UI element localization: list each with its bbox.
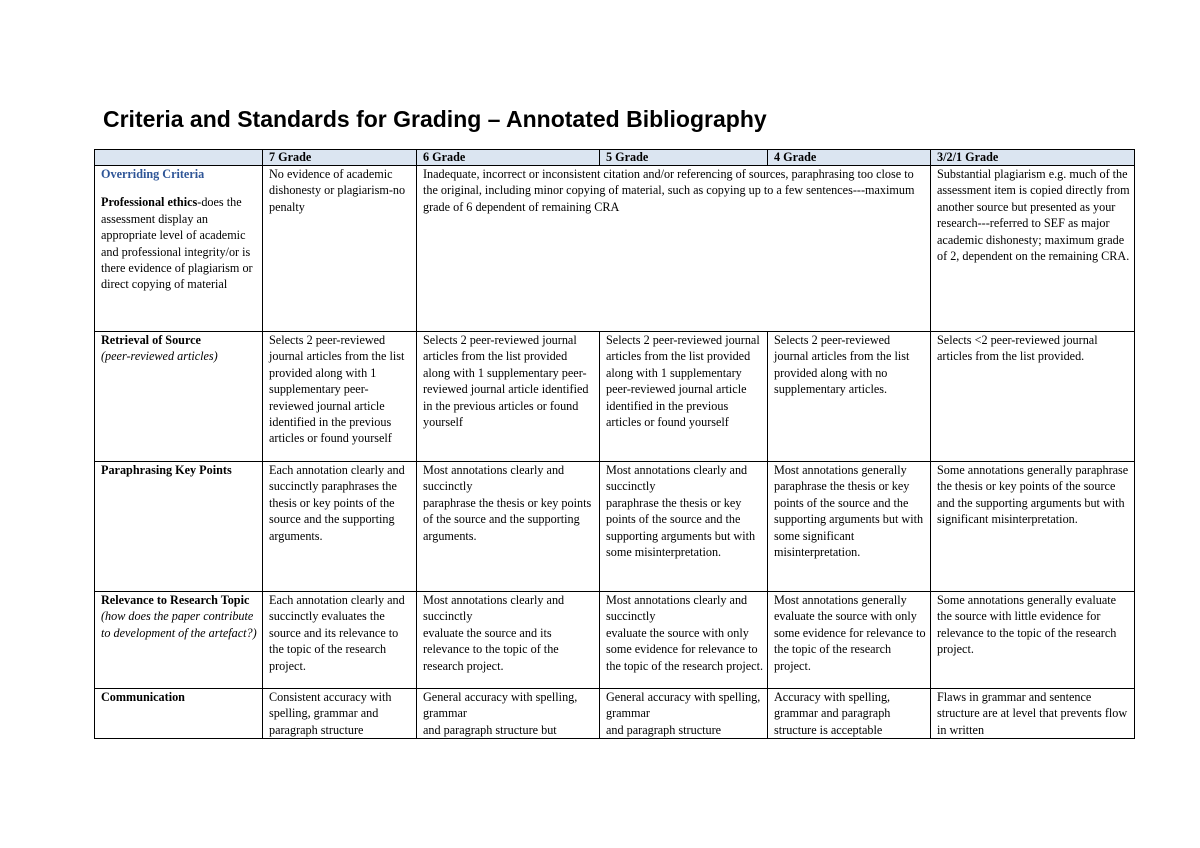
header-cell-criteria [95, 150, 263, 166]
row-professional-ethics [95, 166, 1135, 332]
criteria-cell [95, 689, 263, 739]
grade-6-cell: Selects 2 peer-reviewed journal articles from the list provided along with 1 supplementary peer-reviewed journal article identified in the previous articles or found yourself [417, 332, 600, 462]
criterion-name: Retrieval of Source [101, 333, 201, 347]
grade-321-cell: Selects <2 peer-reviewed journal articles from the list provided. [931, 332, 1135, 462]
criteria-cell [95, 462, 263, 592]
criterion-name: Relevance to Research Topic [101, 593, 250, 607]
grade-7-cell: Each annotation clearly and succinctly paraphrases the thesis or key points of the source and the supporting arguments. [263, 462, 417, 592]
grade-4-cell: Most annotations generally paraphrase the thesis or key points of the source and the supporting arguments but with some significant misinterpretation. [768, 462, 931, 592]
header-cell-grade-321: 3/2/1 Grade [931, 150, 1135, 166]
grade-6-cell: Most annotations clearly and succinctly evaluate the source and its relevance to the topic of the research project. [417, 592, 600, 689]
criterion-name: Paraphrasing Key Points [101, 463, 232, 477]
row-paraphrasing-key-points [95, 462, 1135, 592]
criterion-description: -does the assessment display an appropriate level of academic and professional integrity/or is there evidence of plagiarism or direct copying of material [101, 195, 253, 292]
grade-321-cell: Some annotations generally evaluate the source with little evidence for relevance to the topic of the research project. [931, 592, 1135, 689]
grade-5-cell: Selects 2 peer-reviewed journal articles from the list provided along with 1 supplementary peer-reviewed journal article identified in the previous articles or found yourself [600, 332, 768, 462]
row-relevance-to-research-topic [95, 592, 1135, 689]
header-cell-grade-6: 6 Grade [417, 150, 600, 166]
criteria-cell [95, 592, 263, 689]
header-row [95, 150, 1135, 166]
grade-5-cell: Most annotations clearly and succinctly paraphrase the thesis or key points of the source and the supporting arguments but with some misinterpretation. [600, 462, 768, 592]
grade-5-cell: General accuracy with spelling, grammar and paragraph structure [600, 689, 768, 739]
section-heading: Overriding Criteria [101, 167, 205, 181]
header-cell-grade-5: 5 Grade [600, 150, 768, 166]
grade-7-cell: No evidence of academic dishonesty or plagiarism-no penalty [263, 166, 417, 332]
grade-4-cell: Accuracy with spelling, grammar and paragraph structure is acceptable [768, 689, 931, 739]
grade-7-cell: Each annotation clearly and succinctly evaluates the source and its relevance to the topic of the research project. [263, 592, 417, 689]
criterion-name: Professional ethics [101, 195, 198, 210]
grade-321-cell: Substantial plagiarism e.g. much of the assessment item is copied directly from another source but presented as your research---referred to SEF as major academic dishonesty; maximum grade of 2, dependent on the remaining CRA. [931, 166, 1135, 332]
grade-4-cell: Selects 2 peer-reviewed journal articles from the list provided along with no supplementary articles. [768, 332, 931, 462]
grade-7-cell: Selects 2 peer-reviewed journal articles from the list provided along with 1 supplementary peer-reviewed journal article identified in the previous articles or found yourself [263, 332, 417, 462]
criteria-cell [95, 332, 263, 462]
grade-321-cell: Flaws in grammar and sentence structure are at level that prevents flow in written [931, 689, 1135, 739]
grade-7-cell: Consistent accuracy with spelling, grammar and paragraph structure [263, 689, 417, 739]
criteria-cell [95, 166, 263, 332]
criterion-subtitle: (peer-reviewed articles) [101, 349, 218, 364]
grade-6-to-4-cell: Inadequate, incorrect or inconsistent citation and/or referencing of sources, paraphrasing too close to the original, including minor copying of material, such as copying up to a few sentences---maximum grade of 6 dependent of remaining CRA [417, 166, 931, 332]
header-cell-grade-7: 7 Grade [263, 150, 417, 166]
grade-6-cell: General accuracy with spelling, grammar and paragraph structure but [417, 689, 600, 739]
grade-6-cell: Most annotations clearly and succinctly paraphrase the thesis or key points of the source and the supporting arguments. [417, 462, 600, 592]
criterion-subtitle: (how does the paper contribute to development of the artefact?) [101, 609, 257, 640]
grade-4-cell: Most annotations generally evaluate the source with only some evidence for relevance to the topic of the research project. [768, 592, 931, 689]
row-retrieval-of-source [95, 332, 1135, 462]
row-communication [95, 689, 1135, 739]
criterion-name: Communication [101, 690, 185, 704]
page-title: Criteria and Standards for Grading – Annotated Bibliography [103, 106, 767, 132]
grade-321-cell: Some annotations generally paraphrase the thesis or key points of the source and the supporting arguments but with significant misinterpretation. [931, 462, 1135, 592]
grade-5-cell: Most annotations clearly and succinctly evaluate the source with only some evidence for relevance to the topic of the research project. [600, 592, 768, 689]
grading-rubric-table [94, 149, 1135, 739]
header-cell-grade-4: 4 Grade [768, 150, 931, 166]
